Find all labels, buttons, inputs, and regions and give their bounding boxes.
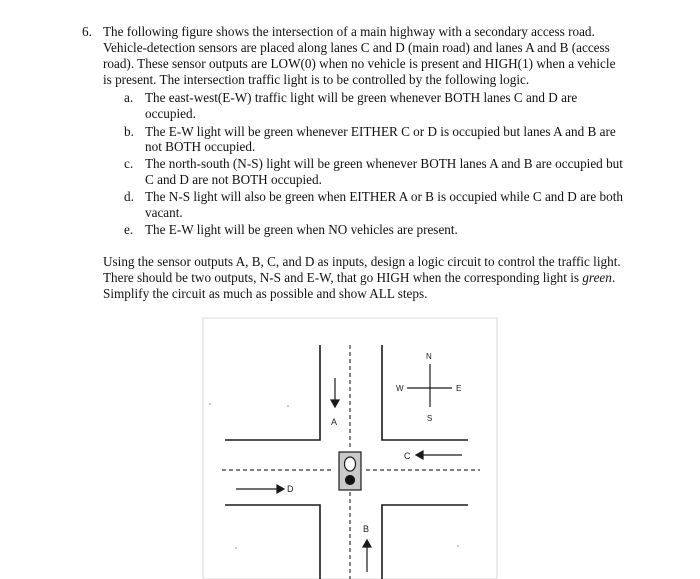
intro-line-4: is present. The intersection traffic light is to be controlled by the following logic.: [103, 72, 530, 87]
condition-d-letter: d.: [124, 189, 134, 204]
lane-b-arrow: [363, 540, 371, 572]
condition-c-letter: c.: [124, 156, 134, 171]
lane-c-label: C: [404, 451, 411, 461]
traffic-light-lamp-bottom: [346, 476, 355, 485]
lane-a-arrow: [331, 378, 339, 407]
intro-line-1: The following figure shows the intersection of a main highway with a secondary access road.: [103, 24, 595, 39]
lane-c-arrow: [416, 451, 462, 459]
compass-west: W: [396, 384, 404, 393]
scan-speck: [209, 403, 211, 405]
condition-b-line-1: The E-W light will be green whenever EITHER C or D is occupied but lanes A and B are: [145, 124, 616, 139]
road-edge-sw: [225, 505, 320, 579]
scan-speck: [457, 545, 459, 547]
lane-b-label: B: [363, 524, 370, 534]
lane-d-label: D: [287, 484, 294, 494]
intro-line-2: Vehicle-detection sensors are placed along lanes C and D (main road) and lanes A and B (access: [103, 40, 610, 55]
task-line-2-end: .: [611, 270, 616, 285]
condition-c-line-2: C and D are not BOTH occupied.: [145, 172, 322, 187]
condition-d-line-2: vacant.: [145, 205, 183, 220]
lane-a-label: A: [331, 417, 338, 427]
scan-speck: [235, 547, 237, 549]
compass-south: S: [427, 414, 433, 423]
scan-speck: [287, 405, 289, 407]
task-line-2-text: There should be two outputs, N-S and E-W, that go HIGH when the corresponding light is: [103, 270, 583, 285]
condition-a-line-1: The east-west(E-W) traffic light will be green whenever BOTH lanes C and D are: [145, 90, 578, 105]
road-edge-se: [382, 505, 468, 579]
compass-north: N: [426, 352, 432, 361]
road-edge-nw: [225, 345, 320, 440]
condition-c-line-1: The north-south (N-S) light will be green whenever BOTH lanes A and B are occupied but: [145, 156, 623, 171]
problem-number: 6.: [82, 24, 92, 39]
lane-d-arrow: [236, 485, 284, 493]
task-line-3: Simplify the circuit as much as possible and show ALL steps.: [103, 286, 428, 301]
traffic-light-lamp-top: [345, 457, 356, 471]
intro-line-3: road). These sensor outputs are LOW(0) when no vehicle is present and HIGH(1) when a vehicle: [103, 56, 616, 71]
figure-frame: [203, 318, 497, 579]
traffic-light: [339, 452, 361, 490]
condition-e-letter: e.: [124, 222, 134, 237]
condition-e-line-1: The E-W light will be green when NO vehicles are present.: [145, 222, 458, 237]
condition-d-line-1: The N-S light will also be green when EITHER A or B is occupied while C and D are both: [145, 189, 623, 204]
condition-b-line-2: not BOTH occupied.: [145, 139, 256, 154]
compass-rose: [407, 364, 452, 407]
task-line-1: Using the sensor outputs A, B, C, and D as inputs, design a logic circuit to control the traffic light.: [103, 254, 621, 269]
compass-east: E: [456, 384, 462, 393]
condition-a-letter: a.: [124, 90, 134, 105]
condition-a-line-2: occupied.: [145, 106, 196, 121]
task-line-2-emphasis: green: [582, 270, 612, 285]
condition-b-letter: b.: [124, 124, 134, 139]
